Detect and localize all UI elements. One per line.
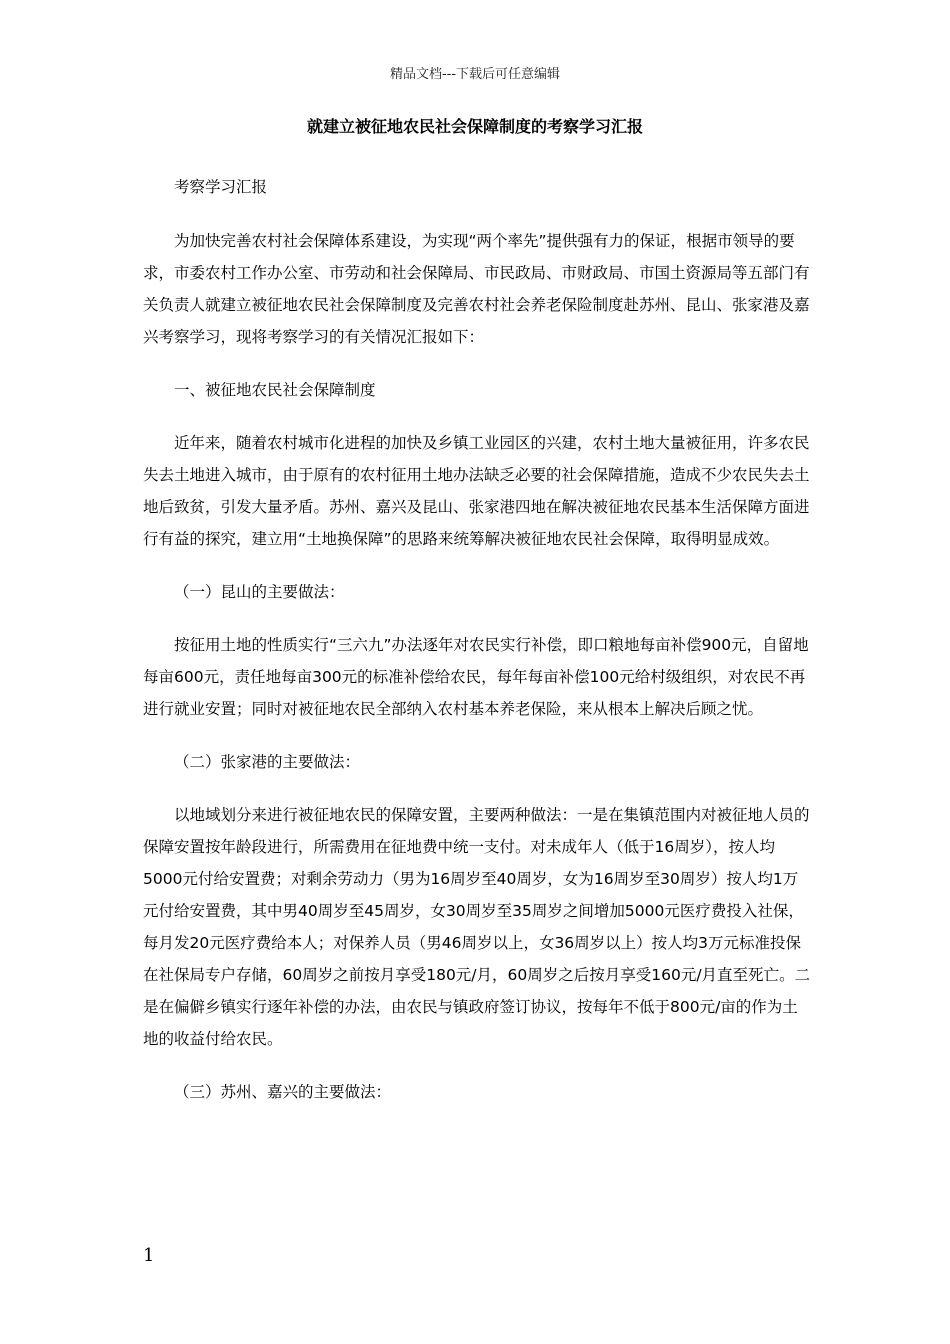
section-heading-1: 一、被征地农民社会保障制度 [174,381,376,399]
paragraph-kunshan: 按征用土地的性质实行“三六九”办法逐年对农民实行补偿，即口粮地每亩补偿900元，自留地每亩600元，责任地每亩300元的标准补偿给农民，每年每亩补偿100元给村级组织，对农民不再进行就业安置；同时对被征地农民全部纳入农村基本养老保险，来从根本上解决后顾之忧。 [143,636,809,718]
document-title: 就建立被征地农民社会保障制度的考察学习汇报 [306,117,643,136]
page-number: 1 [143,1245,155,1266]
paragraph-intro: 为加快完善农村社会保障体系建设，为实现“两个率先”提供强有力的保证，根据市领导的要求，市委农村工作办公室、市劳动和社会保障局、市民政局、市财政局、市国土资源局等五部门有关负责人就建立被征地农民社会保障制度及完善农村社会养老保险制度赴苏州、昆山、张家港及嘉兴考察学习，现将考察学习的有关情况汇报如下： [143,232,810,346]
paragraph-zhangjiagang: 以地域划分来进行被征地农民的保障安置，主要两种做法：一是在集镇范围内对被征地人员的保障安置按年龄段进行，所需费用在征地费中统一支付。对未成年人（低于16周岁），按人均5000元付给安置费；对剩余劳动力（男为16周岁至40周岁，女为16周岁至30周岁）按人均1万元付给安置费，其中男40周岁至45周岁，女30周岁至35周岁之间增加5000元医疗费投入社保，每月发20元医疗费给本人；对保养人员（男46周岁以上，女36周岁以上）按人均3万元标准投保在社保局专户存储，60周岁之前按月享受180元/月，60周岁之后按月享受160元/月直至死亡。二是在偏僻乡镇实行逐年补偿的办法，由农民与镇政府签订协议，按每年不低于800元/亩的作为土地的收益付给农民。 [143,806,811,1048]
subsection-heading-suzhou-jiaxing: （三）苏州、嘉兴的主要做法： [174,1083,392,1101]
paragraph-subtitle: 考察学习汇报 [174,178,268,196]
document-body [143,171,811,1108]
paragraph-background: 近年来，随着农村城市化进程的加快及乡镇工业园区的兴建，农村土地大量被征用，许多农民失去土地进入城市，由于原有的农村征用土地办法缺乏必要的社会保障措施，造成不少农民失去土地后致贫，引发大量矛盾。苏州、嘉兴及昆山、张家港四地在解决被征地农民基本生活保障方面进行有益的探究，建立用“土地换保障”的思路来统筹解决被征地农民社会保障，取得明显成效。 [143,434,810,548]
subsection-heading-kunshan: （一）昆山的主要做法： [174,583,345,601]
subsection-heading-zhangjiagang: （二）张家港的主要做法： [174,753,361,771]
page-header: 精品文档---下载后可任意编辑 [389,67,561,82]
